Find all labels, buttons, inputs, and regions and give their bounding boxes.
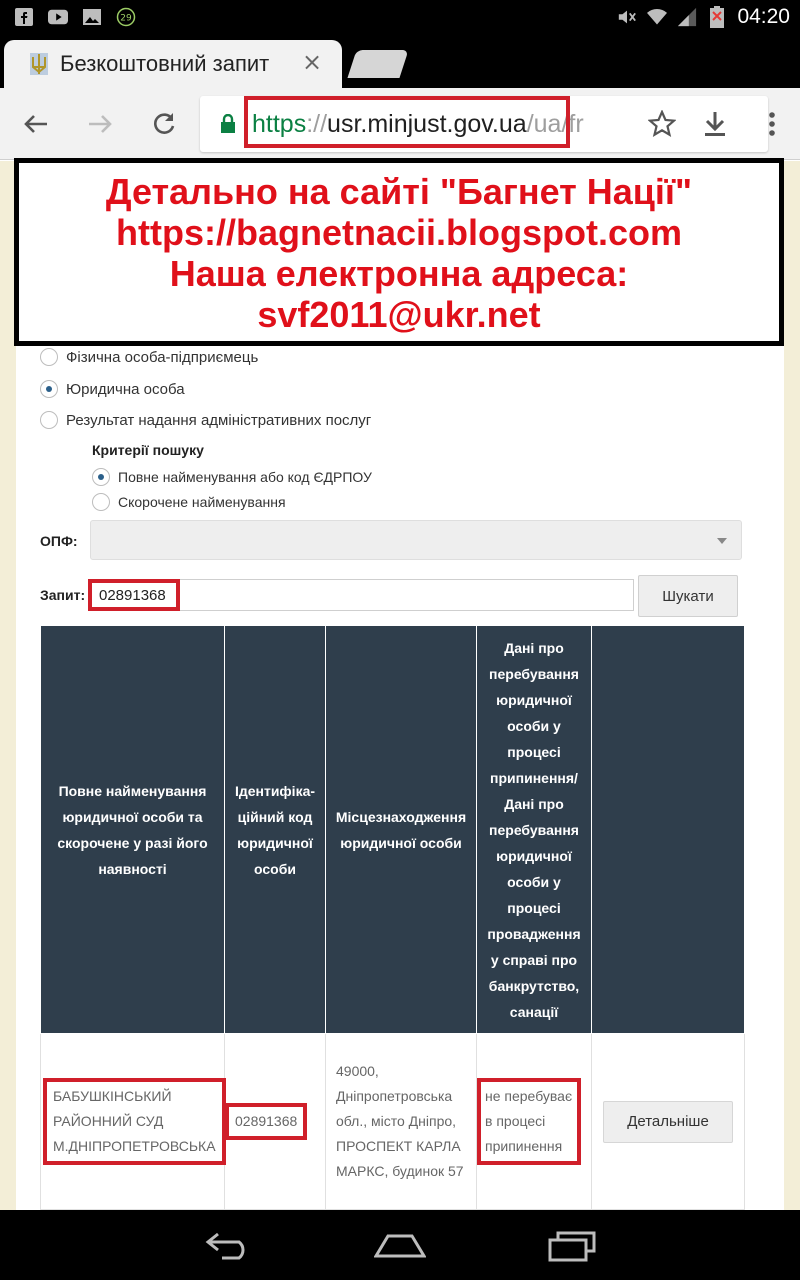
radio-indicator[interactable]	[40, 348, 58, 366]
header-location: Місцезнаходження юридичної особи	[326, 626, 477, 1034]
download-icon[interactable]	[702, 110, 728, 142]
trident-favicon-icon	[30, 53, 48, 75]
radio-legal-entity[interactable]: Юридична особа	[40, 380, 185, 398]
header-termination-status: Дані про перебування юридичної особи у процесі припинення/ Дані про перебування юридичної особи у процесі провадження у справі про банкрутство, санації	[477, 626, 592, 1034]
overlay-banner	[14, 158, 784, 346]
star-icon[interactable]	[648, 110, 676, 142]
cell-actions	[592, 1034, 745, 1210]
menu-dots-icon[interactable]	[756, 108, 788, 140]
banner-line-2: https://bagnetnacii.blogspot.com	[116, 212, 682, 253]
radio-full-name-or-code[interactable]: Повне найменування або код ЄДРПОУ	[92, 468, 372, 486]
tab-title: Безкоштовний запит	[60, 51, 270, 76]
opf-label: ОПФ:	[40, 533, 78, 549]
page-right-decor	[784, 161, 800, 1210]
notification-count-icon	[116, 7, 136, 27]
radio-indicator-checked[interactable]	[92, 468, 110, 486]
mute-icon	[617, 7, 637, 27]
url-text[interactable]: https://usr.minjust.gov.ua/ua/fr	[252, 110, 584, 138]
cell-code	[225, 1034, 326, 1210]
query-label: Запит:	[40, 587, 86, 603]
youtube-icon	[48, 7, 68, 27]
results-table	[40, 625, 745, 1210]
radio-fop[interactable]: Фізична особа-підприємець	[40, 348, 258, 366]
back-nav-icon[interactable]	[204, 1230, 254, 1264]
radio-indicator[interactable]	[92, 493, 110, 511]
banner-line-1: Детально на сайті "Багнет Нації"	[105, 171, 693, 212]
svg-text:29: 29	[120, 13, 132, 24]
code-highlight-box: 02891368	[225, 1103, 307, 1140]
banner-line-4: svf2011@ukr.net	[257, 294, 541, 335]
search-button[interactable]: Шукати	[638, 575, 738, 617]
status-time: 04:20	[737, 5, 790, 28]
lock-icon	[220, 114, 236, 138]
opf-select[interactable]	[90, 520, 742, 560]
tab-active[interactable]	[4, 40, 342, 88]
cell-address: 49000, Дніпропетровська обл., місто Дніпро, ПРОСПЕКТ КАРЛА МАРКС, будинок 57	[326, 1034, 477, 1210]
reload-icon[interactable]	[148, 108, 180, 140]
battery-icon	[707, 7, 727, 27]
cell-name	[41, 1034, 225, 1210]
back-arrow-icon[interactable]	[20, 108, 52, 140]
tab-close-icon[interactable]: ×	[302, 48, 323, 76]
nav-bar	[0, 1210, 800, 1280]
url-highlight-box	[244, 96, 570, 148]
table-header-row	[41, 626, 745, 1034]
chevron-down-icon	[717, 538, 727, 544]
table-row	[41, 1034, 745, 1210]
radio-indicator-checked[interactable]	[40, 380, 58, 398]
gallery-icon	[82, 7, 102, 27]
radio-short-name[interactable]: Скорочене найменування	[92, 493, 286, 511]
header-id-code: Ідентифіка-ційний код юридичної особи	[225, 626, 326, 1034]
banner-line-3: Наша електронна адреса:	[169, 253, 629, 294]
header-actions	[592, 626, 745, 1034]
cell-status	[477, 1034, 592, 1210]
tab-strip	[0, 34, 800, 88]
recents-nav-icon[interactable]	[548, 1230, 596, 1266]
facebook-icon	[14, 7, 34, 27]
radio-indicator[interactable]	[40, 411, 58, 429]
forward-arrow-icon[interactable]	[84, 108, 116, 140]
details-button[interactable]: Детальніше	[603, 1101, 733, 1143]
status-bar	[0, 0, 800, 34]
signal-icon	[677, 7, 697, 27]
query-highlight-box	[88, 579, 180, 611]
status-highlight-box: не перебуває в процесі припинення	[477, 1078, 581, 1165]
home-nav-icon[interactable]	[374, 1232, 426, 1264]
criteria-title: Критерії пошуку	[92, 442, 204, 458]
radio-admin-services[interactable]: Результат надання адміністративних послуг	[40, 411, 371, 429]
name-highlight-box: БАБУШКІНСЬКИЙ РАЙОННИЙ СУД М.ДНІПРОПЕТРОВСЬКА	[43, 1078, 226, 1165]
header-full-name: Повне найменування юридичної особи та скорочене у разі його наявності	[41, 626, 225, 1034]
wifi-icon	[647, 7, 667, 27]
new-tab-button[interactable]	[347, 50, 408, 78]
